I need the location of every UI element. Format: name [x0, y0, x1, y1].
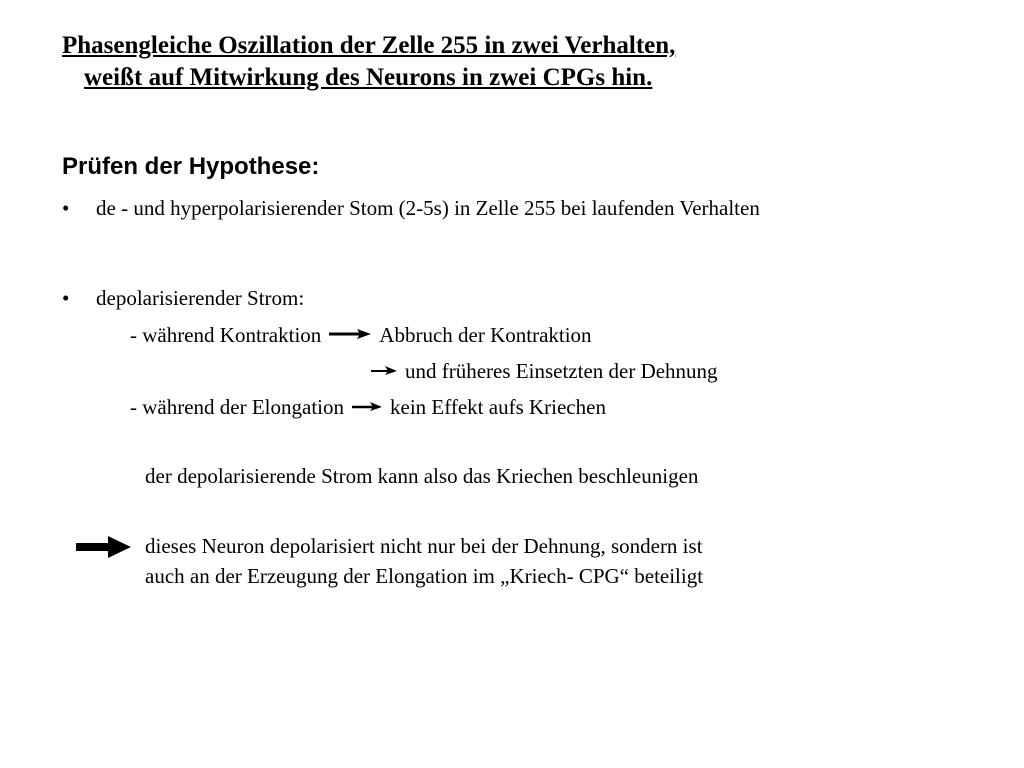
- thick-arrow-right-icon: [76, 533, 132, 566]
- sub-item-label: - während der Elongation: [130, 395, 345, 419]
- sub-item-result: und früheres Einsetzten der Dehnung: [405, 359, 718, 383]
- bullet-marker: •: [62, 286, 70, 310]
- arrow-right-icon: [369, 358, 399, 385]
- arrow-right-icon: [350, 394, 384, 421]
- conclusion-block: [145, 531, 935, 591]
- sub-item-result: kein Effekt aufs Kriechen: [390, 395, 606, 419]
- arrow-right-icon: [327, 322, 373, 349]
- summary-paragraph: der depolarisierende Strom kann also das Kriechen beschleunigen: [145, 464, 699, 488]
- bullet-marker: •: [62, 196, 70, 220]
- sub-item: [130, 394, 606, 421]
- sub-item-label: - während Kontraktion: [130, 323, 322, 347]
- sub-item: [363, 358, 718, 385]
- title-line-2: weißt auf Mitwirkung des Neurons in zwei CPGs hin.: [84, 64, 653, 91]
- sub-item-result: Abbruch der Kontraktion: [379, 323, 592, 347]
- list-item: [62, 285, 962, 312]
- sub-item: [130, 322, 592, 349]
- conclusion-line-2: auch an der Erzeugung der Elongation im „Kriech- CPG“ beteiligt: [145, 564, 704, 588]
- title-line-1: Phasengleiche Oszillation der Zelle 255 in zwei Verhalten,: [62, 32, 676, 59]
- conclusion-line-1: dieses Neuron depolarisiert nicht nur bei der Dehnung, sondern ist: [145, 534, 703, 558]
- slide-title: [62, 30, 942, 94]
- bullet-text: depolarisierender Strom:: [96, 286, 305, 310]
- list-item: [62, 195, 962, 222]
- bullet-text: de - und hyperpolarisierender Stom (2-5s) in Zelle 255 bei laufenden Verhalten: [96, 196, 760, 220]
- section-heading: Prüfen der Hypothese:: [62, 153, 320, 180]
